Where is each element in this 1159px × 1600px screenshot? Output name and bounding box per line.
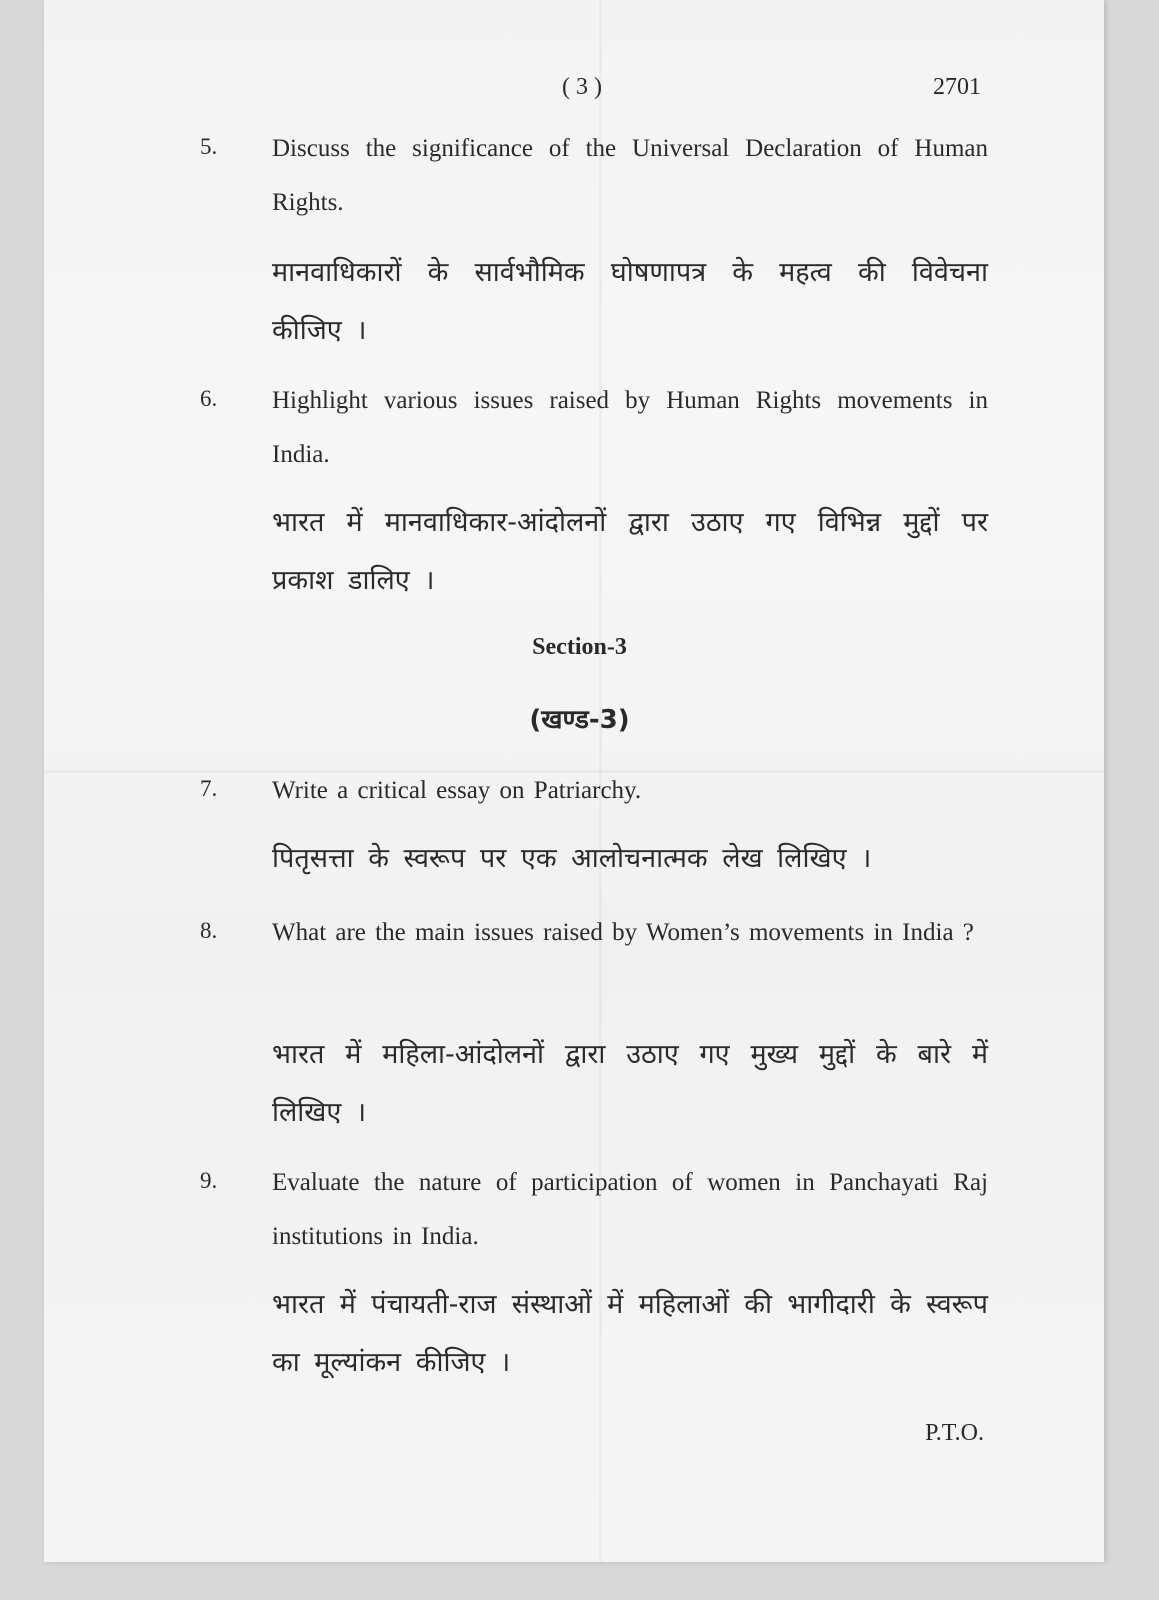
section-heading-english: Section-3 bbox=[532, 634, 627, 660]
question-7-english: Write a critical essay on Patriarchy. bbox=[272, 777, 642, 804]
paper-code: 2701 bbox=[933, 74, 981, 100]
question-7-number: 7. bbox=[200, 776, 218, 801]
question-8-number: 8. bbox=[200, 918, 218, 943]
please-turn-over: P.T.O. bbox=[925, 1420, 984, 1446]
question-6-english: Highlight various issues raised by Human Rights movements in India. bbox=[272, 387, 988, 468]
question-6-hindi: भारत में मानवाधिकार-आंदोलनों द्वारा उठाए गए विभिन्न मुद्दों पर प्रकाश डालिए । bbox=[272, 507, 988, 596]
question-9-hindi: भारत में पंचायती-राज संस्थाओं में महिलाओं की भागीदारी के स्वरूप का मूल्यांकन कीजिए । bbox=[272, 1289, 988, 1378]
section-heading-hindi: (खण्ड-3) bbox=[529, 705, 630, 735]
question-5-english: Discuss the significance of the Universal Declaration of Human Rights. bbox=[272, 135, 988, 216]
question-7-hindi: पितृसत्ता के स्वरूप पर एक आलोचनात्मक लेख लिखिए । bbox=[272, 843, 872, 874]
page-number: ( 3 ) bbox=[562, 74, 602, 100]
question-8-hindi: भारत में महिला-आंदोलनों द्वारा उठाए गए मुख्य मुद्दों के बारे में लिखिए । bbox=[272, 1039, 988, 1128]
question-5-number: 5. bbox=[200, 134, 218, 159]
question-9-english: Evaluate the nature of participation of women in Panchayati Raj institutions in India. bbox=[272, 1169, 988, 1250]
question-5-hindi: मानवाधिकारों के सार्वभौमिक घोषणापत्र के महत्व की विवेचना कीजिए । bbox=[272, 257, 988, 346]
question-6-number: 6. bbox=[200, 386, 218, 411]
question-9-number: 9. bbox=[200, 1168, 218, 1193]
question-8-english: What are the main issues raised by Women’s movements in India ? bbox=[272, 919, 974, 946]
